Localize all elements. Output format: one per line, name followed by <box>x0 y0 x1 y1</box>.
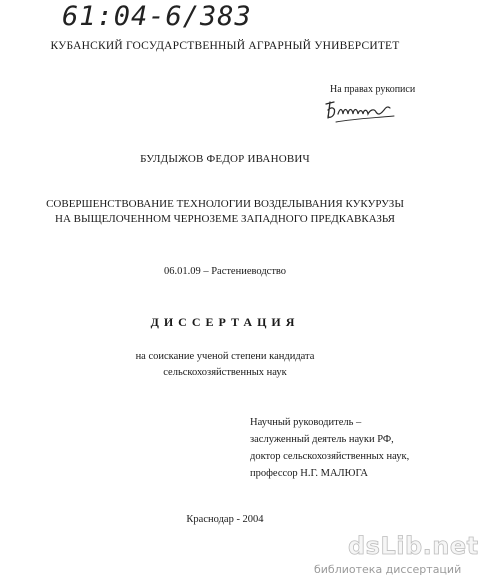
degree-line-1: на соискание ученой степени кандидата <box>135 351 315 362</box>
handwritten-catalog-code: 61:04-6/383 <box>62 1 252 32</box>
advisor-line-4: профессор Н.Г. МАЛЮГА <box>250 468 368 479</box>
advisor-line-1: Научный руководитель – <box>250 417 362 428</box>
city-year: Краснодар - 2004 <box>186 514 264 525</box>
dissertation-title-line-2: НА ВЫЩЕЛОЧЕННОМ ЧЕРНОЗЕМЕ ЗАПАДНОГО ПРЕДКАВКАЗЬЯ <box>55 213 395 225</box>
watermark <box>300 530 479 582</box>
signature-icon <box>322 96 402 126</box>
author-name: БУЛДЫЖОВ ФЕДОР ИВАНОВИЧ <box>140 153 310 165</box>
document-type-heading: ДИССЕРТАЦИЯ <box>150 315 300 329</box>
manuscript-rights-label: На правах рукописи <box>330 84 416 95</box>
advisor-line-3: доктор сельскохозяйственных наук, <box>250 451 410 462</box>
dissertation-title-line-1: СОВЕРШЕНСТВОВАНИЕ ТЕХНОЛОГИИ ВОЗДЕЛЫВАНИЯ КУКУРУЗЫ <box>46 198 404 210</box>
watermark-subtitle: библиотека диссертаций <box>314 563 462 576</box>
specialty-code: 06.01.09 – Растениеводство <box>163 266 287 277</box>
advisor-line-2: заслуженный деятель науки РФ, <box>250 434 394 445</box>
university-name: КУБАНСКИЙ ГОСУДАРСТВЕННЫЙ АГРАРНЫЙ УНИВЕРСИТЕТ <box>50 40 400 52</box>
degree-line-2: сельскохозяйственных наук <box>163 367 287 378</box>
watermark-logo: dsLib.net <box>348 532 479 560</box>
